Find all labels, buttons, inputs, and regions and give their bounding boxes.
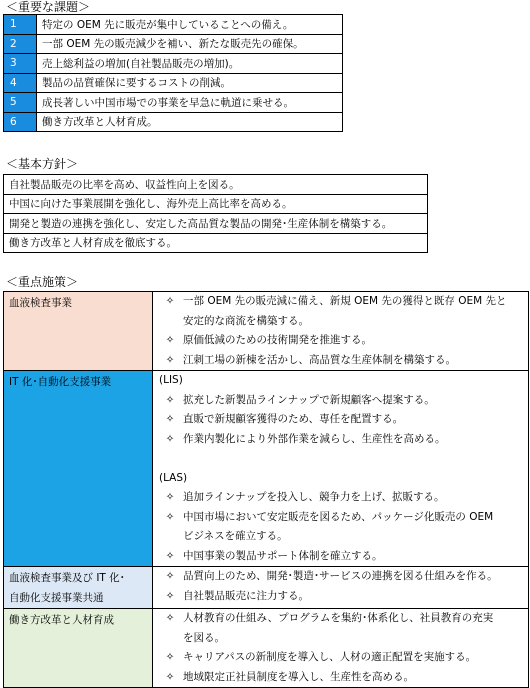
issue-number: 3 — [4, 54, 37, 74]
measure-item — [157, 508, 528, 547]
spacer — [157, 449, 528, 469]
measure-item-continuation — [157, 527, 528, 547]
measure-item-text: ビジネスを確立する。 — [183, 530, 288, 542]
issue-number: 5 — [4, 93, 37, 113]
measure-item-line — [157, 488, 528, 508]
measure-item — [157, 430, 528, 450]
measure-item — [157, 351, 528, 371]
measure-item-text: キャリアパスの新制度を導入し、人材の適正配置を実施する。 — [183, 651, 477, 663]
issue-text: 製品の品質確保に要するコストの削減。 — [37, 73, 343, 93]
measure-item-line — [157, 609, 528, 629]
measure-item-text: 安定的な商流を構築する。 — [183, 314, 309, 327]
issue-row — [4, 93, 343, 113]
category-hr: 働き方改革と人材育成 — [4, 609, 153, 688]
measure-item-text: 品質向上のため、開発･製造･サービスの連携を図る仕組みを作る。 — [183, 570, 498, 582]
issue-row — [4, 34, 343, 54]
diamond-bullet-icon: ✧ — [165, 353, 175, 366]
measure-item-continuation — [157, 629, 528, 649]
issue-text: 特定の OEM 先に販売が集中していることへの備え。 — [37, 15, 343, 35]
measure-item-line — [157, 331, 528, 351]
measure-item-text: 江刺工場の新棟を活かし、高品質な生産体制を構築する。 — [183, 353, 456, 366]
measure-item-line — [157, 567, 528, 587]
issues-table — [3, 14, 343, 132]
policy-table — [3, 174, 428, 253]
diamond-bullet-icon: ✧ — [165, 570, 175, 582]
policy-text: 開発と製造の連携を強化し、安定した高品質な製品の開発･生産体制を構築する。 — [4, 214, 428, 234]
measures-heading: ＜重点施策＞ — [6, 275, 79, 289]
measures-table — [3, 291, 529, 688]
measure-item-line — [157, 351, 528, 371]
diamond-bullet-icon: ✧ — [165, 510, 175, 523]
category-it: IT 化･自動化支援事業 — [4, 371, 153, 567]
issue-row — [4, 54, 343, 74]
measure-item — [157, 567, 528, 587]
measure-item — [157, 668, 528, 688]
category-common-line: 血液検査事業及び IT 化･ — [9, 572, 125, 584]
category-common — [4, 567, 153, 609]
policy-row — [4, 233, 428, 253]
diamond-bullet-icon: ✧ — [165, 651, 175, 663]
measure-item-text: 自社製品販売に注力する。 — [183, 589, 309, 602]
policy-row — [4, 214, 428, 234]
measure-item-line — [157, 508, 528, 528]
measure-item — [157, 648, 528, 668]
diamond-bullet-icon: ✧ — [165, 432, 175, 445]
category-common-line: 自動化支援事業共通 — [9, 591, 104, 604]
measure-item-text: 地域限定正社員制度を導入し、生産性を高める。 — [183, 670, 414, 683]
diamond-bullet-icon: ✧ — [165, 589, 175, 602]
diamond-bullet-icon: ✧ — [165, 549, 175, 562]
measure-item — [157, 331, 528, 351]
measure-row-hr — [4, 609, 529, 688]
las-label: (LAS) — [159, 471, 188, 484]
policy-text: 自社製品販売の比率を高め、収益性向上を図る。 — [4, 175, 428, 195]
issue-number: 2 — [4, 34, 37, 54]
diamond-bullet-icon: ✧ — [165, 670, 175, 683]
policy-row — [4, 175, 428, 195]
measure-item-text: 直販で新規顧客獲得のため、専任を配置する。 — [183, 413, 404, 425]
measure-item-text: 人材教育の仕組み、プログラムを集約･体系化し、社員教育の充実 — [183, 612, 494, 624]
measure-item-line — [157, 547, 528, 567]
measure-item — [157, 292, 528, 331]
measure-item-line — [157, 587, 528, 607]
issue-text: 一部 OEM 先の販売減少を補い、新たな販売先の確保。 — [37, 34, 343, 54]
measure-item-continuation — [157, 312, 528, 332]
items-it — [153, 371, 529, 567]
measure-item-line — [157, 410, 528, 430]
diamond-bullet-icon: ✧ — [165, 491, 175, 503]
items-hr — [153, 609, 529, 688]
measure-item-text: 一部 OEM 先の販売減に備え、新規 OEM 先の獲得と既存 OEM 先と — [183, 295, 507, 307]
diamond-bullet-icon: ✧ — [165, 334, 175, 346]
measure-item — [157, 410, 528, 430]
measure-item-text: 作業内製化により外部作業を減らし、生産性を高める。 — [183, 432, 446, 445]
policy-text: 働き方改革と人材育成を徹底する。 — [4, 233, 428, 253]
issue-number: 6 — [4, 112, 37, 132]
issue-text: 働き方改革と人材育成。 — [37, 112, 343, 132]
issue-text: 売上総利益の増加(自社製品販売の増加)。 — [37, 54, 343, 74]
items-blood — [153, 292, 529, 371]
measure-item-line — [157, 668, 528, 688]
issue-row — [4, 15, 343, 35]
diamond-bullet-icon: ✧ — [165, 295, 175, 307]
items-common — [153, 567, 529, 609]
measure-item-line — [157, 292, 528, 312]
issues-heading: ＜重要な課題＞ — [6, 0, 91, 14]
lis-label: (LIS) — [159, 374, 183, 386]
measure-row-it — [4, 371, 529, 567]
issue-number: 4 — [4, 73, 37, 93]
policy-row — [4, 194, 428, 214]
measure-item-text: 中国市場において安定販売を図るため、パッケージ化販売の OEM — [183, 510, 494, 523]
issue-row — [4, 73, 343, 93]
measure-item — [157, 488, 528, 508]
measure-item — [157, 609, 528, 648]
measure-item-text: 原価低減のための技術開発を推進する。 — [183, 334, 372, 346]
measure-item — [157, 547, 528, 567]
measure-item-line — [157, 430, 528, 450]
measure-item-text: 中国事業の製品サポート体制を確立する。 — [183, 549, 383, 562]
issue-number: 1 — [4, 15, 37, 35]
diamond-bullet-icon: ✧ — [165, 413, 175, 425]
measure-item — [157, 587, 528, 607]
issue-row — [4, 112, 343, 132]
measure-row-blood — [4, 292, 529, 371]
policy-heading: ＜基本方針＞ — [6, 157, 79, 171]
measure-item-text: 拡充した新製品ラインナップで新規顧客へ提案する。 — [183, 393, 435, 406]
policy-text: 中国に向けた事業展開を強化し、海外売上高比率を高める。 — [4, 194, 428, 214]
measure-item-line — [157, 391, 528, 411]
diamond-bullet-icon: ✧ — [165, 612, 175, 624]
diamond-bullet-icon: ✧ — [165, 393, 175, 406]
measure-item — [157, 391, 528, 411]
measure-item-text: を図る。 — [183, 631, 225, 644]
issue-text: 成長著しい中国市場での事業を早急に軌道に乗せる。 — [37, 93, 343, 113]
category-blood: 血液検査事業 — [4, 292, 153, 371]
measure-row-common — [4, 567, 529, 609]
measure-item-text: 追加ラインナップを投入し、競争力を上げ、拡販する。 — [183, 491, 445, 503]
measure-item-line — [157, 648, 528, 668]
